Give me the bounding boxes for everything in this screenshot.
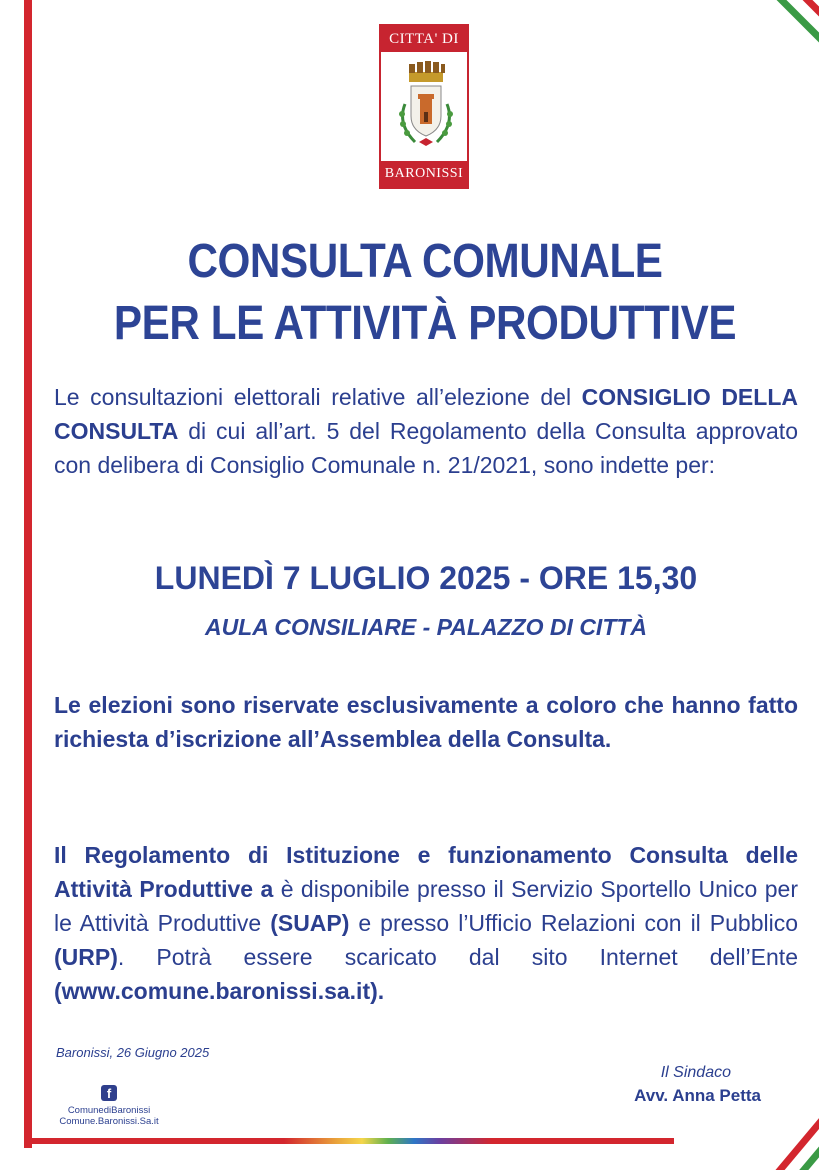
left-red-border [24,0,32,1148]
emblem-bottom-text: BARONISSI [381,161,467,187]
regulation-bold-urp: (URP) [54,944,118,970]
facebook-icon[interactable]: f [101,1085,117,1101]
signer-name: Avv. Anna Petta [634,1086,761,1105]
regulation-paragraph [54,838,798,1008]
coat-of-arms-icon [385,54,467,162]
regulation-text-2: e presso l’Ufficio Relazioni con il Pubblico [349,910,798,936]
website-url[interactable]: Comune.Baronissi.Sa.it [59,1116,159,1127]
bottom-border-line [24,1138,674,1144]
page-title-line-1: CONSULTA COMUNALE [187,235,663,288]
social-footer [54,1085,164,1127]
intro-bold-council: CONSIGLIO DELLA CONSULTA [54,384,798,444]
regulation-bold-title: Il Regolamento di Istituzione e funzionamento Consulta delle Attività Produttive a [54,842,798,902]
facebook-page-name[interactable]: ComunediBaronissi [67,1105,151,1116]
regulation-website-link[interactable]: (www.comune.baronissi.sa.it). [54,978,385,1004]
election-place: AULA CONSILIARE - PALAZZO DI CITTÀ [204,614,648,640]
eligibility-notice: Le elezioni sono riservate esclusivamente a coloro che hanno fatto richiesta d’iscrizione all’Assemblea della Consulta. [54,692,798,752]
intro-text-2: di cui all’art. 5 del Regolamento della Consulta approvato con delibera di Consiglio Comunale n. 21/2021, sono indette per: [54,418,798,478]
signer-title: Il Sindaco [660,1064,731,1081]
page-title-line-2: PER LE ATTIVITÀ PRODUTTIVE [113,297,737,350]
regulation-text-1: è disponibile presso il Servizio Sportello Unico per le Attività Produttive [54,876,798,936]
city-coat-of-arms [379,24,469,189]
place-and-date: Baronissi, 26 Giugno 2025 [56,1045,210,1060]
election-date: LUNEDÌ 7 LUGLIO 2025 - ORE 15,30 [154,560,698,596]
regulation-bold-suap: (SUAP) [270,910,350,936]
emblem-top-text: CITTA' DI [381,26,467,52]
intro-text-1: Le consultazioni elettorali relative all’elezione del [54,384,582,410]
intro-paragraph [54,380,798,482]
italian-flag-corner-top [724,0,819,95]
regulation-text-3: . Potrà essere scaricato dal sito Internet dell’Ente [117,944,798,970]
